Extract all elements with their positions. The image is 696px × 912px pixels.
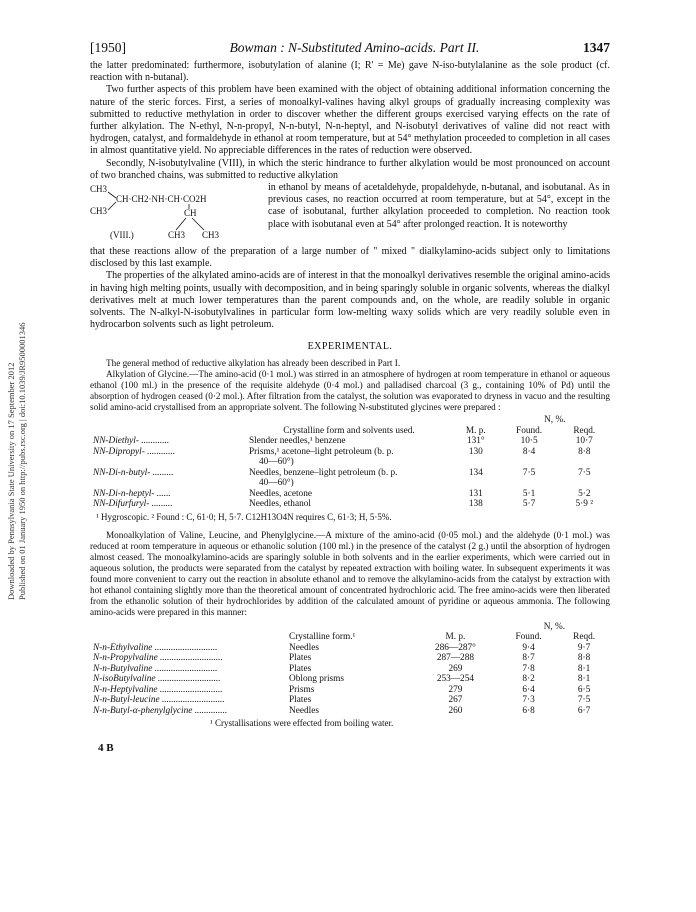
reqd-cell: 6·5 (577, 684, 591, 695)
mp-cell: 267 (448, 695, 463, 706)
compound-cell (90, 653, 286, 664)
column-header: N, %. (543, 621, 566, 632)
column-header: M. p. (445, 632, 466, 643)
compound-name: N-n-Propylvaline (93, 653, 158, 664)
mp-cell: 134 (468, 467, 483, 478)
compound-name: N-isoButylvaline (93, 674, 156, 685)
page-number: 1347 (582, 40, 610, 55)
column-header: Found. (516, 425, 543, 436)
compound-name: N-n-Butyl-leucine (93, 695, 160, 706)
mp-cell: 131° (466, 436, 485, 447)
paragraph: that these reactions allow of the preparation of a large number of " mixed " dialkylamino-acids subject only to limitations disclosed by this last example. (90, 246, 610, 270)
paragraph: The general method of reductive alkylation has already been described in Part I. (106, 358, 401, 369)
mp-cell: 131 (468, 488, 483, 499)
table-footnote: ¹ Crystallisations were effected from boiling water. (210, 718, 394, 729)
mp-cell: 260 (448, 705, 463, 716)
column-header: Found. (515, 632, 542, 643)
table-row (90, 447, 610, 468)
table-row (90, 664, 610, 675)
found-cell: 8·7 (522, 653, 535, 664)
structure-group: CH3 (90, 184, 108, 195)
table-row (90, 436, 610, 447)
reqd-cell: 8·8 (578, 446, 591, 457)
download-notice: Downloaded by Pennsylvania State University on 17 September 2012 (6, 362, 16, 600)
table-row (90, 468, 610, 489)
reqd-cell: 10·7 (575, 436, 593, 447)
table-row (90, 674, 610, 685)
found-cell: 8·2 (522, 674, 535, 685)
mp-cell: 138 (468, 499, 483, 510)
found-cell: 7·5 (522, 467, 536, 478)
compound-name: NN-Di-n-heptyl- (93, 488, 155, 499)
form-cell: Plates (289, 653, 312, 664)
table-footnote: ¹ Hygroscopic. ² Found : C, 61·0; H, 5·7. C12H13O4N requires C, 61·3; H, 5·5%. (96, 511, 392, 522)
reqd-cell: 8·1 (577, 663, 591, 674)
compound-name: N-n-Heptylvaline (93, 684, 158, 695)
found-cell: 10·5 (520, 436, 538, 447)
crystal-form: Slender needles,¹ benzene (249, 436, 346, 447)
compound-cell (90, 706, 286, 717)
column-header: N, %. (544, 415, 566, 426)
glycines-table (90, 415, 610, 510)
leader-dots: ......... (151, 499, 173, 510)
form-cell: Needles (289, 705, 319, 716)
reqd-cell: 9·7 (577, 642, 591, 653)
table-row (90, 695, 610, 706)
reqd-cell: 5·9 ² (575, 499, 594, 510)
structure-group: CH3 (202, 230, 220, 241)
column-header: Reqd. (573, 425, 596, 436)
compound-cell (90, 695, 286, 706)
reqd-cell: 6·7 (577, 705, 591, 716)
crystal-form-cont: 40—60°) (259, 457, 294, 468)
leader-dots: ........................... (160, 653, 223, 664)
crystal-form: Prisms,¹ acetone–light petroleum (b. p. (249, 446, 394, 457)
compound-name: N-n-Ethylvaline (93, 642, 153, 653)
mp-cell: 287—288 (436, 653, 474, 664)
mp-cell: 286—287° (434, 642, 476, 653)
reqd-cell: 5·2 (578, 488, 591, 499)
form-cell (246, 489, 452, 500)
found-cell: 8·4 (522, 446, 536, 457)
structure-chain: CH·CH2·NH·CH·CO2H (116, 194, 207, 205)
leader-dots: ........................... (154, 642, 218, 653)
structure-label: (VIII.) (110, 230, 134, 241)
found-cell: 6·8 (522, 705, 535, 716)
found-cell: 5·1 (522, 488, 536, 499)
crystal-form-cont: 40—60°) (259, 478, 294, 489)
found-cell: 5·7 (522, 499, 536, 510)
structure-group: CH3 (168, 230, 186, 241)
mp-cell: 130 (468, 446, 483, 457)
leader-dots: .............. (194, 705, 228, 716)
compound-cell (90, 643, 286, 654)
compound-name: NN-Di-n-butyl- (93, 467, 151, 478)
running-title: Bowman : N-Substituted Amino-acids. Part II. (229, 40, 480, 55)
crystal-form: Needles, acetone (249, 488, 312, 499)
publication-notice: Published on 01 January 1950 on http://pubs.rsc.org | doi:10.1039/JR9500001346 (17, 322, 27, 600)
compound-name: NN-Diethyl- (93, 436, 139, 447)
column-header: Crystalline form and solvents used. (283, 425, 415, 436)
paragraph: the latter predominated: furthermore, isobutylation of alanine (I; R' = Me) gave N-iso-butylalanine as the sole product (cf. reaction with n-butanal). (90, 60, 610, 84)
compound-cell (90, 674, 286, 685)
compound-cell (90, 664, 286, 675)
found-cell: 7·3 (522, 695, 535, 706)
table-row (90, 706, 610, 717)
table-row (90, 653, 610, 664)
structure-group: CH3 (90, 206, 108, 217)
form-cell (246, 468, 452, 489)
found-cell: 6·4 (522, 684, 535, 695)
amino-acids-table (90, 622, 610, 717)
structure-group: CH (184, 208, 197, 219)
form-cell: Prisms (289, 684, 315, 695)
leader-dots: ...... (156, 488, 171, 499)
compound-cell (90, 489, 246, 500)
compound-name: NN-Dipropyl- (93, 446, 145, 457)
compound-name: N-n-Butylvaline (93, 663, 153, 674)
reqd-cell: 8·8 (577, 653, 591, 664)
structure-bonds (90, 182, 268, 246)
leader-dots: ........................... (154, 663, 218, 674)
leader-dots: ......... (152, 467, 174, 478)
form-cell: Oblong prisms (289, 674, 345, 685)
column-header: M. p. (465, 425, 486, 436)
paragraph: Monoalkylation of Valine, Leucine, and Phenylglycine.—A mixture of the amino-acid (0·05 mol.) and the aldehyde (0·1 mol.) was reduced at room temperature in aqueous or ethanolic solution (100 ml.) in the presence of the catalyst (2 g.) until the absorption of hydrogen almost ceased. The monoalkylamino-acids are sparingly soluble in both solvents and in the earlier experiments, which were carried out in aqueous solution, the products were separated from the catalyst by repeated extraction with boiling water. In subsequent experiments it was found more convenient to carry out the reaction in absolute ethanol and to remove the alkylamino-acids from the catalyst by extraction with hot ethanol containing slightly more than the theoretical amount of concentrated hydrochloric acid. The free amino-acids were then liberated from the ethanolic solution of their hydrochlorides by addition of the calculated amount of pyridine or aqueous ammonia. The following amino-acids were prepared in this manner: (90, 529, 610, 617)
compound-cell (90, 436, 246, 447)
section-heading: EXPERIMENTAL. (307, 341, 393, 353)
table-row (90, 685, 610, 696)
paragraph: in ethanol by means of acetaldehyde, propaldehyde, n-butanal, and isobutanal. As in previous cases, no reaction occurred at room temperature, but at 54°, except in the case of isobutanal, further alkylation proceeded to completion. No reaction took place with isobutanal even at 54° after prolonged reaction. It is noteworthy (268, 182, 610, 230)
chemical-structure-viii (90, 182, 268, 246)
compound-name: NN-Difurfuryl- (93, 499, 150, 510)
paragraph: Secondly, N-isobutylvaline (VIII), in which the steric hindrance to further alkylation would be most pronounced on account of two branched chains, was submitted to reductive alkylation (90, 157, 610, 181)
form-cell (246, 499, 452, 510)
column-header: Crystalline form.¹ (289, 632, 356, 643)
found-cell: 9·4 (522, 642, 535, 653)
compound-cell (90, 499, 246, 510)
paragraph: Alkylation of Glycine.—The amino-acid (0·1 mol.) was stirred in an atmosphere of hydrogen at room temperature in ethanol or aqueous ethanol (100 ml.) in the presence of the requisite aldehyde (0·4 mol.) and palladised charcoal (3 g., containing 10% of Pd) until the absorption of hydrogen ceased (0·2 mol.). After filtration from the catalyst, the solution was evaporated to dryness in vacuo and the resulting solid amino-acid crystallised from an appropriate solvent. The following N-substituted glycines were prepared : (90, 369, 610, 413)
reqd-cell: 7·5 (577, 695, 591, 706)
leader-dots: ........................... (159, 684, 223, 695)
reqd-cell: 7·5 (578, 467, 591, 478)
table-row (90, 499, 610, 510)
compound-cell (90, 447, 246, 468)
leader-dots: ........................... (161, 695, 225, 706)
mp-cell: 253—254 (436, 674, 474, 685)
structure-block (90, 182, 610, 246)
paragraph: The properties of the alkylated amino-acids are of interest in that the monoalkyl derivatives resemble the original amino-acids in having high melting points, usually with decomposition, and in being sparingly soluble in organic solvents, whereas the dialkyl derivatives melt at much lower temperatures than the parent compounds and, on the whole, are readily soluble in organic solvents. The N-alkyl-N-isobutylvalines in particular form low-melting waxy solids which are very readily soluble even in hydrocarbon solvents such as light petroleum. (90, 270, 610, 331)
running-header (90, 40, 610, 56)
form-cell: Plates (289, 695, 312, 706)
year: [1950] (90, 40, 126, 55)
table-row (90, 489, 610, 500)
mp-cell: 279 (448, 684, 463, 695)
download-watermark (6, 140, 66, 600)
compound-cell (90, 685, 286, 696)
form-cell (246, 447, 452, 468)
paragraph: Two further aspects of this problem have been examined with the object of obtaining additional information concerning the nature of the steric forces. First, a series of monoalkyl-valines having alkyl groups of gradually increasing complexity was submitted to reductive methylation in order to discover whether the different groups exercised varying effects on the rate of further alkylation. The N-ethyl, N-n-propyl, N-n-butyl, N-n-heptyl, and N-isobutyl derivatives of valine did not react with hydrogen, catalyst, and formaldehyde in ethanol at room temperature, but at 54° methylation proceeded to completion in all cases in almost quantitative yield. No appreciable differences in the rates of reduction were observed. (90, 84, 610, 157)
reqd-cell: 8·1 (577, 674, 591, 685)
leader-dots: ........................... (157, 674, 221, 685)
compound-name: N-n-Butyl-α-phenylglycine (93, 705, 193, 716)
leader-dots: ............ (147, 446, 176, 457)
crystal-form: Needles, ethanol (249, 499, 311, 510)
leader-dots: ............ (141, 436, 170, 447)
form-cell: Plates (289, 663, 312, 674)
form-cell (246, 436, 452, 447)
mp-cell: 269 (448, 663, 463, 674)
signature-mark: 4 B (98, 742, 114, 755)
compound-cell (90, 468, 246, 489)
form-cell: Needles (289, 642, 319, 653)
found-cell: 7·8 (522, 663, 535, 674)
article-page (90, 40, 610, 754)
table-row (90, 643, 610, 654)
crystal-form: Needles, benzene–light petroleum (b. p. (249, 467, 398, 478)
column-header: Reqd. (573, 632, 596, 643)
